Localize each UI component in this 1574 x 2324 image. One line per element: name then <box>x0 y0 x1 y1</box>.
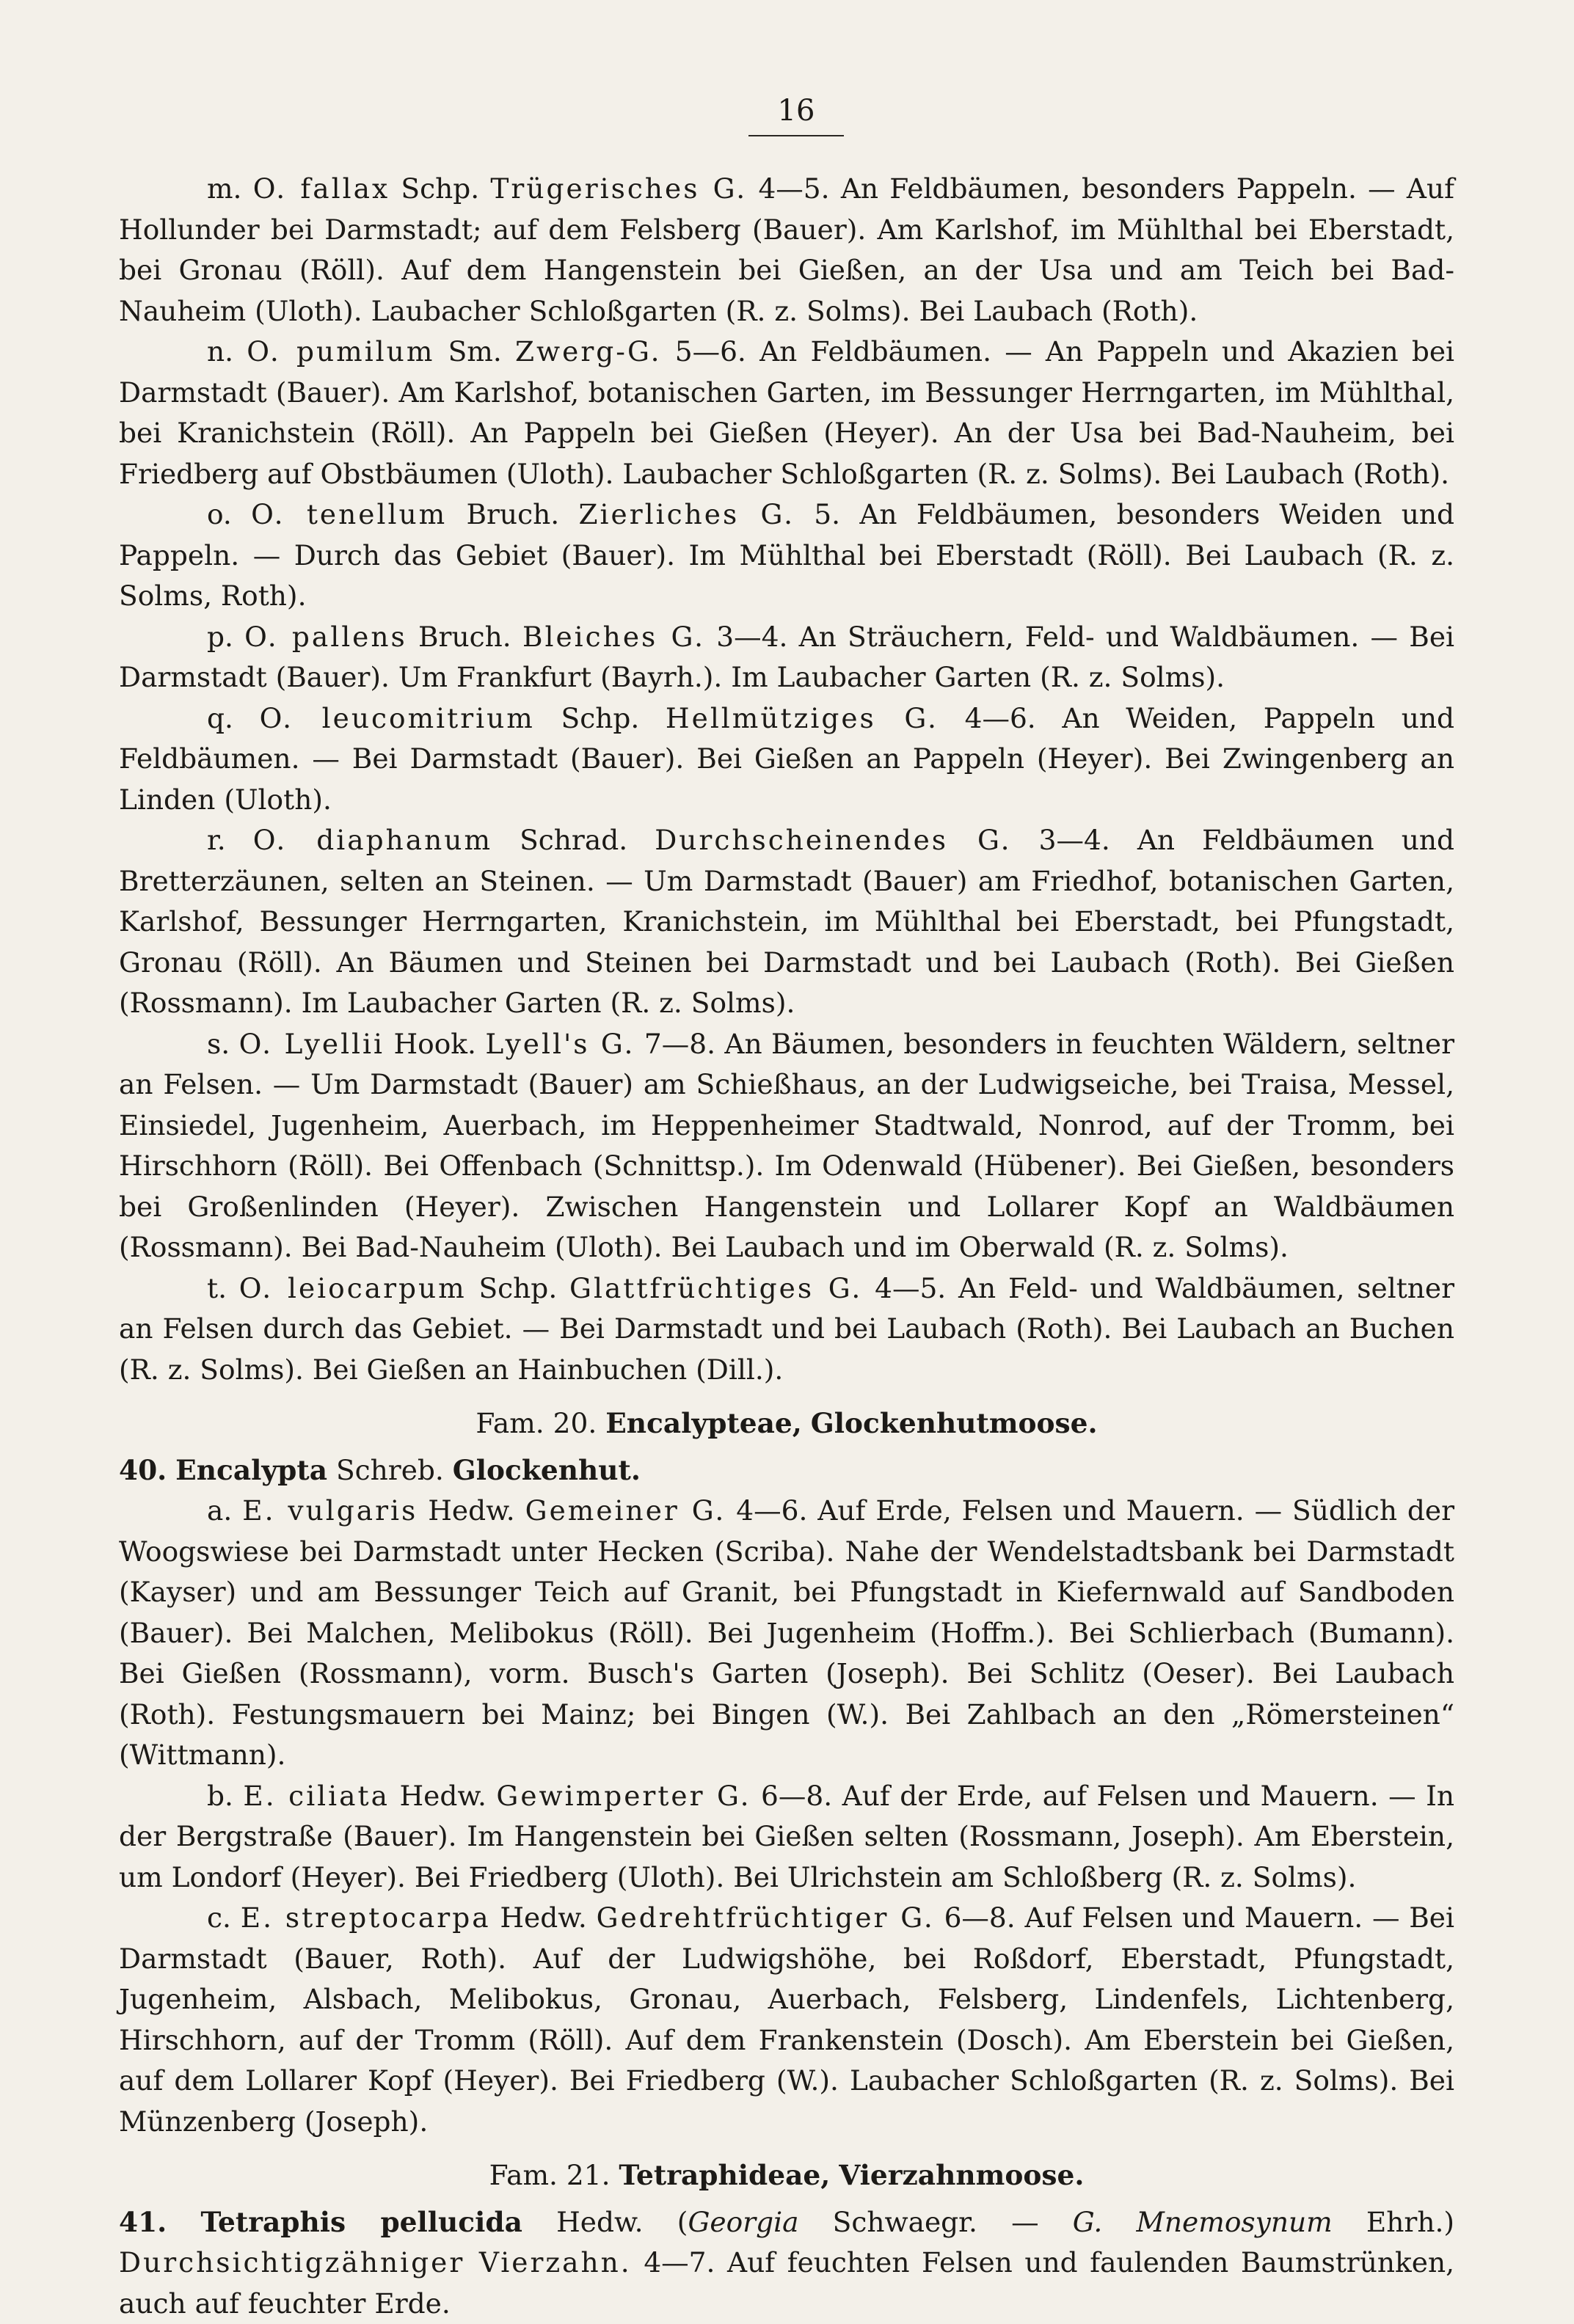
species-entry-t: t. O. leiocarpum Schp. Glattfrüchtiges G. 4—5. An Feld- und Waldbäumen, seltner an Felsen durch das Gebiet. — Bei Darmstadt und bei Laubach (Roth). Bei Laubach an Buchen (R. z. Solms). Bei Gießen an Hainbuchen (Dill.). <box>119 1268 1454 1391</box>
species-entry-s: s. O. Lyellii Hook. Lyell's G. 7—8. An Bäumen, besonders in feuchten Wäldern, seltner an Felsen. — Um Darmstadt (Bauer) am Schießhaus, an der Ludwigseiche, bei Traisa, Messel, Einsiedel, Jugenheim, Auerbach, im Heppenheimer Stadtwald, Nonrod, auf der Tromm, bei Hirschhorn (Röll). Bei Offenbach (Schnittsp.). Im Odenwald (Hübener). Bei Gießen, besonders bei Großenlinden (Heyer). Zwischen Hangenstein und Lollarer Kopf an Waldbäumen (Rossmann). Bei Bad-Nauheim (Uloth). Bei Laubach und im Oberwald (R. z. Solms). <box>119 1024 1454 1268</box>
species-entry-c: c. E. streptocarpa Hedw. Gedrehtfrüchtiger G. 6—8. Auf Felsen und Mauern. — Bei Darmstadt (Bauer, Roth). Auf der Ludwigshöhe, bei Roßdorf, Eberstadt, Pfungstadt, Jugenheim, Alsbach, Melibokus, Gronau, Auerbach, Felsberg, Lindenfels, Lichtenberg, Hirschhorn, auf der Tromm (Röll). Auf dem Frankenstein (Dosch). Am Eberstein bei Gießen, auf dem Lollarer Kopf (Heyer). Bei Friedberg (W.). Laubacher Schloßgarten (R. z. Solms). Bei Münzenberg (Joseph). <box>119 1898 1454 2142</box>
species-entry-a: a. E. vulgaris Hedw. Gemeiner G. 4—6. Auf Erde, Felsen und Mauern. — Südlich der Woogswiese bei Darmstadt unter Hecken (Scriba). Nahe der Wendelstadtsbank bei Darmstadt (Kayser) und am Bessunger Teich auf Granit, bei Pfungstadt in Kiefernwald auf Sandboden (Bauer). Bei Malchen, Melibokus (Röll). Bei Jugenheim (Hoffm.). Bei Schlierbach (Bumann). Bei Gießen (Rossmann), vorm. Busch's Garten (Joseph). Bei Schlitz (Oeser). Bei Laubach (Roth). Festungsmauern bei Mainz; bei Bingen (W.). Bei Zahlbach an den „Römersteinen“ (Wittmann). <box>119 1491 1454 1776</box>
species-entry-r: r. O. diaphanum Schrad. Durchscheinendes G. 3—4. An Feldbäumen und Bretterzäunen, selten an Steinen. — Um Darmstadt (Bauer) am Friedhof, botanischen Garten, Karlshof, Bessunger Herrngarten, Kranichstein, im Mühlthal bei Eberstadt, bei Pfungstadt, Gronau (Röll). An Bäumen und Steinen bei Darmstadt und bei Laubach (Roth). Bei Gießen (Rossmann). Im Laubacher Garten (R. z. Solms). <box>119 820 1454 1024</box>
family-heading-20: Fam. 20. Encalypteae, Glockenhutmoose. <box>119 1403 1454 1444</box>
species-entry-n: n. O. pumilum Sm. Zwerg-G. 5—6. An Feldbäumen. — An Pappeln und Akazien bei Darmstadt (Bauer). Am Karlshof, botanischen Garten, im Bessunger Herrngarten, im Mühlthal, bei Kranichstein (Röll). An Pappeln bei Gießen (Heyer). An der Usa bei Bad-Nauheim, bei Friedberg auf Obstbäumen (Uloth). Laubacher Schloßgarten (R. z. Solms). Bei Laubach (Roth). <box>119 332 1454 494</box>
species-entry-p: p. O. pallens Bruch. Bleiches G. 3—4. An Sträuchern, Feld- und Waldbäumen. — Bei Darmstadt (Bauer). Um Frankfurt (Bayrh.). Im Laubacher Garten (R. z. Solms). <box>119 617 1454 698</box>
species-entry-q: q. O. leucomitrium Schp. Hellmütziges G. 4—6. An Weiden, Pappeln und Feldbäumen. — Bei Darmstadt (Bauer). Bei Gießen an Pappeln (Heyer). Bei Zwingenberg an Linden (Uloth). <box>119 698 1454 821</box>
species-entry-b: b. E. ciliata Hedw. Gewimperter G. 6—8. Auf der Erde, auf Felsen und Mauern. — In der Bergstraße (Bauer). Im Hangenstein bei Gießen selten (Rossmann, Joseph). Am Eberstein, um Londorf (Heyer). Bei Friedberg (Uloth). Bei Ulrichstein am Schloßberg (R. z. Solms). <box>119 1776 1454 1899</box>
family-heading-21: Fam. 21. Tetraphideae, Vierzahnmoose. <box>119 2155 1454 2196</box>
genus-entry-41: 41. Tetraphis pellucida Hedw. (Georgia Schwaegr. — G. Mnemosynum Ehrh.) Durchsichtigzähniger Vierzahn. 4—7. Auf feuchten Felsen und faulenden Baumstrünken, auch auf feuchter Erde. <box>119 2202 1454 2324</box>
genus-heading-40: 40. Encalypta Schreb. Glockenhut. <box>119 1450 1454 1491</box>
species-entry-o: o. O. tenellum Bruch. Zierliches G. 5. An Feldbäumen, besonders Weiden und Pappeln. — Durch das Gebiet (Bauer). Im Mühlthal bei Eberstadt (Röll). Bei Laubach (R. z. Solms, Roth). <box>119 494 1454 617</box>
species-entry-m: m. O. fallax Schp. Trügerisches G. 4—5. An Feldbäumen, besonders Pappeln. — Auf Hollunder bei Darmstadt; auf dem Felsberg (Bauer). Am Karlshof, im Mühlthal bei Eberstadt, bei Gronau (Röll). Auf dem Hangenstein bei Gießen, an der Usa und am Teich bei Bad-Nauheim (Uloth). Laubacher Schloßgarten (R. z. Solms). Bei Laubach (Roth). <box>119 169 1454 332</box>
page-number: 16 <box>748 94 844 136</box>
page-content <box>119 169 1454 2324</box>
